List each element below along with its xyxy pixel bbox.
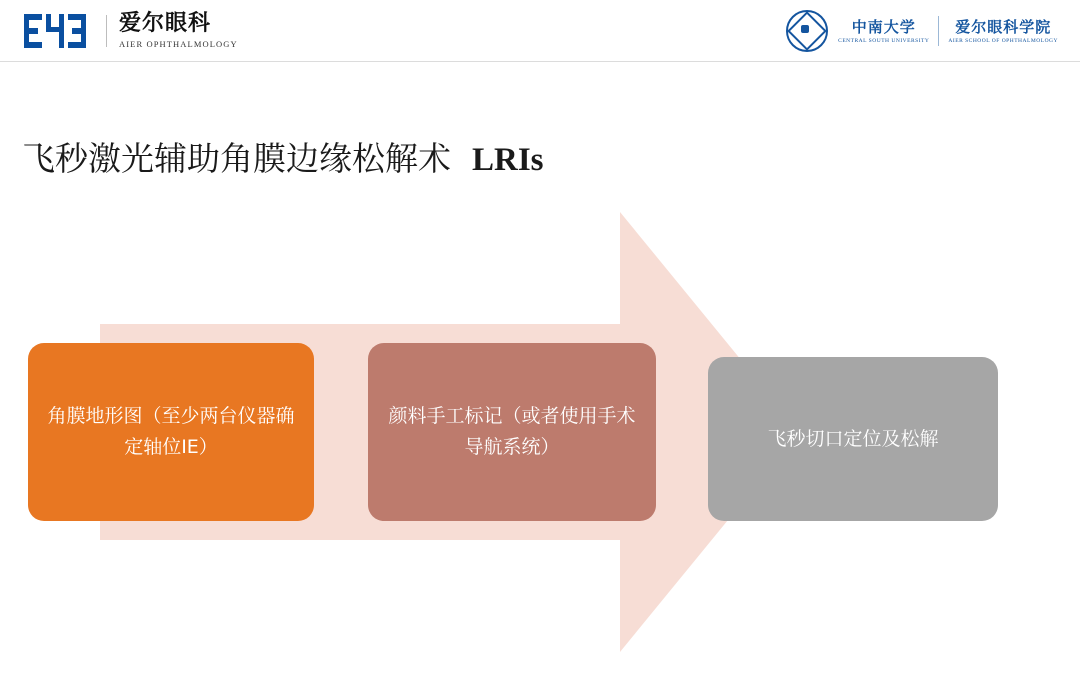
process-step-1-label: 角膜地形图（至少两台仪器确定轴位IE） bbox=[47, 405, 295, 458]
eye-logo-icon bbox=[24, 14, 90, 48]
csu-school-cn: 爱尔眼科学院 bbox=[955, 17, 1052, 36]
process-step-2[interactable] bbox=[368, 343, 656, 521]
csu-logo bbox=[786, 10, 1058, 52]
process-step-3[interactable] bbox=[708, 357, 998, 521]
process-step-3-label: 飞秒切口定位及松解 bbox=[767, 427, 939, 450]
aier-brand-cn: 爱尔眼科 bbox=[119, 11, 212, 36]
logo-divider bbox=[106, 15, 107, 47]
aier-logo-text bbox=[119, 12, 238, 49]
csu-school-en: AIER SCHOOL OF OPHTHALMOLOGY bbox=[948, 37, 1058, 44]
process-step-1[interactable] bbox=[28, 343, 314, 521]
header-divider-line bbox=[0, 61, 1080, 62]
slide-header bbox=[0, 0, 1080, 62]
process-step-2-label: 颜料手工标记（或者使用手术导航系统） bbox=[388, 405, 636, 458]
csu-school-block bbox=[948, 19, 1058, 44]
csu-logo-text bbox=[838, 16, 1058, 46]
csu-divider bbox=[938, 16, 939, 46]
page-title bbox=[22, 133, 544, 180]
csu-seal-icon bbox=[786, 10, 828, 52]
page-title-latin: LRIs bbox=[471, 142, 544, 178]
csu-university-cn: 中南大学 bbox=[851, 17, 916, 36]
page-title-cn: 飞秒激光辅助角膜边缘松解术 bbox=[22, 139, 451, 178]
csu-university-block bbox=[838, 19, 929, 44]
aier-brand-en: AIER OPHTHALMOLOGY bbox=[119, 39, 238, 49]
csu-university-en: CENTRAL SOUTH UNIVERSITY bbox=[838, 37, 930, 44]
aier-logo bbox=[24, 12, 238, 49]
